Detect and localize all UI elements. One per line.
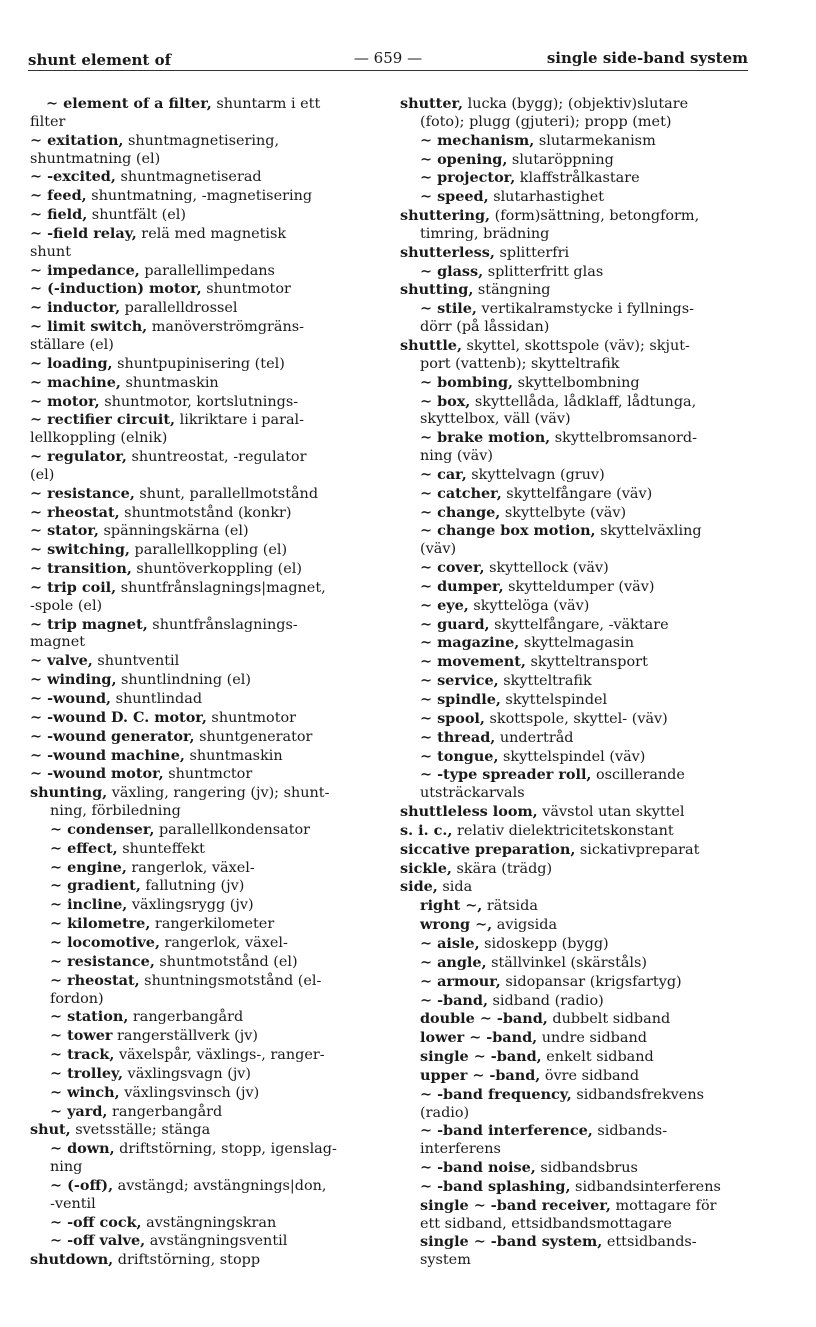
entry-line: siccative preparation, sickativpreparat — [400, 840, 700, 858]
entry-line: ∼ condenser, parallellkondensator — [50, 820, 311, 838]
entry-line: ∼ -wound motor, shuntmctor — [30, 765, 253, 783]
entry-line: ∼ bombing, skyttelbombning — [420, 373, 640, 391]
entry-line: ∼ change, skyttelbyte (väv) — [420, 503, 627, 521]
entry-line: filter — [30, 113, 66, 130]
entry-line: ∼ transition, shuntöverkoppling (el) — [30, 560, 302, 578]
entry-line: ∼ incline, växlingsrygg (jv) — [50, 896, 254, 914]
entry-line: ∼ -wound D. C. motor, shuntmotor — [30, 708, 297, 726]
entry-line: ∼ inductor, parallelldrossel — [30, 299, 238, 317]
entry-line: skyttelbox, väll (väv) — [420, 411, 571, 428]
entry-line: -spole (el) — [30, 597, 103, 614]
entry-line: ∼ stator, spänningskärna (el) — [30, 522, 249, 540]
entry-line: ∼ down, driftstörning, stopp, igenslag- — [50, 1140, 337, 1158]
entry-line: ∼ angle, ställvinkel (skärståls) — [420, 953, 648, 971]
entry-line: ∼ yard, rangerbangård — [50, 1102, 223, 1120]
entry-line: ∼ limit switch, manöverströmgräns- — [30, 318, 305, 336]
entry-line: (radio) — [420, 1104, 470, 1121]
entry-line: shunt — [30, 243, 71, 260]
entry-line: magnet — [30, 634, 86, 651]
entry-line: ∼ mechanism, slutarmekanism — [420, 131, 656, 149]
entry-line: ∼ cover, skyttellock (väv) — [420, 559, 609, 577]
entry-line: ∼ brake motion, skyttelbromsanord- — [420, 429, 697, 447]
entry-line: ∼ gradient, fallutning (jv) — [50, 877, 245, 895]
entry-line: ∼ -band noise, sidbandsbrus — [420, 1159, 638, 1177]
entry-line: -ventil — [50, 1195, 96, 1212]
entry-line: ∼ exitation, shuntmagnetisering, — [30, 131, 280, 149]
entry-line: ∼ kilometre, rangerkilometer — [50, 915, 275, 933]
entry-line: upper ∼ -band, övre sidband — [420, 1066, 640, 1084]
entry-line: sickle, skära (trädg) — [400, 859, 553, 877]
entry-line: ∼ locomotive, rangerlok, växel- — [50, 933, 288, 951]
entry-line: lower ∼ -band, undre sidband — [420, 1029, 647, 1047]
entry-line: ∼ field, shuntfält (el) — [30, 206, 186, 224]
entry-line: ∼ service, skytteltrafik — [420, 672, 592, 690]
entry-line: ∼ -off cock, avstängningskran — [50, 1213, 277, 1231]
entry-line: ∼ thread, undertråd — [420, 728, 574, 746]
entry-line: ∼ box, skyttellåda, lådklaff, lådtunga, — [420, 392, 697, 410]
entry-line: ∼ spool, skottspole, skyttel- (väv) — [420, 709, 668, 727]
entry-line: ∼ (-off), avstängd; avstängnings|don, — [50, 1176, 327, 1194]
entry-line: ∼ resistance, shunt, parallellmotstånd — [30, 484, 319, 502]
entry-line: ∼ projector, klaffstrålkastare — [420, 169, 640, 187]
entry-line: wrong ∼, avigsida — [420, 916, 558, 934]
entry-line: ∼ rheostat, shuntmotstånd (konkr) — [30, 503, 292, 521]
entry-line: ∼ tower rangerställverk (jv) — [50, 1027, 258, 1045]
entry-line: shuttering, (form)sättning, betongform, — [400, 207, 700, 225]
entry-line: ∼ opening, slutaröppning — [420, 150, 614, 168]
entry-line: ∼ -excited, shuntmagnetiserad — [30, 168, 262, 186]
entry-line: ∼ dumper, skytteldumper (väv) — [420, 577, 655, 595]
entry-line: shut, svetsställe; stänga — [30, 1121, 211, 1139]
running-head-left: shunt element of — [28, 51, 172, 69]
entry-line: ∼ valve, shuntventil — [30, 652, 180, 670]
entry-line: ∼ movement, skytteltransport — [420, 653, 648, 671]
entry-line: ∼ effect, shunteffekt — [50, 839, 205, 857]
entry-line: ∼ regulator, shuntreostat, -regulator — [30, 448, 307, 466]
entry-line: ∼ rheostat, shuntningsmotstånd (el- — [50, 971, 322, 989]
entry-line: ∼ aisle, sidoskepp (bygg) — [420, 934, 609, 952]
entry-line: ning (väv) — [420, 448, 493, 465]
entry-line: shuttle, skyttel, skottspole (väv); skjut- — [400, 336, 690, 354]
entry-line: ∼ track, växelspår, växlings-, ranger- — [50, 1046, 325, 1064]
entry-line: ∼ stile, vertikalramstycke i fyllnings- — [420, 300, 695, 318]
entry-line: ∼ -wound, shuntlindad — [30, 690, 203, 707]
entry-line: ∼ catcher, skyttelfångare (väv) — [420, 484, 653, 502]
entry-line: ∼ -band interference, sidbands- — [420, 1122, 668, 1140]
entry-line: interferens — [420, 1141, 501, 1158]
entry-line: single ∼ -band receiver, mottagare för — [420, 1196, 717, 1214]
entry-line: side, sida — [400, 878, 473, 896]
entry-line: ∼ trip coil, shuntfrånslagnings|magnet, — [30, 578, 326, 596]
entry-line: ∼ magazine, skyttelmagasin — [420, 634, 635, 652]
entry-line: ∼ speed, slutarhastighet — [420, 188, 605, 206]
entry-line: shutdown, driftstörning, stopp — [30, 1251, 261, 1269]
entry-line: ∼ tongue, skyttelspindel (väv) — [420, 747, 646, 765]
entry-line: ∼ station, rangerbangård — [50, 1008, 244, 1026]
entry-line: ∼ guard, skyttelfångare, -väktare — [420, 615, 669, 633]
entry-line: ∼ -band frequency, sidbandsfrekvens — [420, 1085, 704, 1103]
running-head-right: single side-band system — [546, 49, 748, 67]
entry-line: ∼ element of a filter, shuntarm i ett — [46, 95, 321, 112]
entry-line: ∼ spindle, skyttelspindel — [420, 691, 608, 708]
entry-line: ställare (el) — [30, 336, 114, 353]
entry-line: ∼ -wound machine, shuntmaskin — [30, 746, 283, 764]
entry-line: ∼ resistance, shuntmotstånd (el) — [50, 952, 298, 970]
entry-line: fordon) — [50, 990, 104, 1007]
entry-line: ett sidband, ettsidbandsmottagare — [420, 1215, 672, 1232]
entry-line: ∼ -band, sidband (radio) — [420, 991, 604, 1009]
entry-line: right ∼, rätsida — [420, 897, 538, 915]
entry-line: port (vattenb); skytteltrafik — [420, 355, 620, 372]
entry-line: lellkoppling (elnik) — [30, 430, 168, 447]
entry-line: ∼ -band splashing, sidbandsinterferens — [420, 1177, 721, 1195]
entry-line: ∼ car, skyttelvagn (gruv) — [420, 465, 605, 483]
entry-line: ning — [50, 1159, 83, 1176]
entry-line: ∼ winch, växlingsvinsch (jv) — [50, 1083, 260, 1101]
entry-line: ∼ -field relay, relä med magnetisk — [30, 224, 287, 242]
entry-line: ∼ -type spreader roll, oscillerande — [420, 766, 685, 784]
entry-line: ∼ switching, parallellkoppling (el) — [30, 541, 288, 559]
entry-line: ∼ change box motion, skyttelväxling — [420, 522, 702, 540]
entry-line: (väv) — [420, 541, 457, 558]
entry-line: timring, brädning — [420, 225, 550, 242]
entry-line: ∼ -off valve, avstängningsventil — [50, 1232, 288, 1250]
entry-line: shuttleless loom, vävstol utan skyttel — [400, 803, 685, 821]
entry-line: ∼ feed, shuntmatning, -magnetisering — [30, 187, 313, 205]
entry-line: ∼ eye, skyttelöga (väv) — [420, 596, 590, 614]
entry-line: double ∼ -band, dubbelt sidband — [420, 1010, 671, 1028]
page-header — [28, 44, 748, 71]
entry-line: ∼ (-induction) motor, shuntmotor — [30, 280, 291, 298]
entry-line: ∼ engine, rangerlok, växel- — [50, 858, 255, 876]
entry-line: single ∼ -band system, ettsidbands- — [420, 1233, 697, 1251]
entry-line: ∼ rectifier circuit, likriktare i paral- — [30, 411, 304, 429]
entry-line: shutter, lucka (bygg); (objektiv)slutare — [400, 95, 689, 112]
entry-line: ∼ machine, shuntmaskin — [30, 373, 219, 391]
entry-line: system — [420, 1252, 471, 1269]
entry-line: ∼ glass, splitterfritt glas — [420, 262, 604, 280]
entry-line: dörr (på låssidan) — [420, 319, 550, 336]
entry-line: (foto); plugg (gjuteri); propp (met) — [420, 113, 672, 130]
page-number: — 659 — — [353, 49, 423, 67]
entry-line: (el) — [30, 466, 55, 483]
right-column — [400, 95, 756, 1270]
entry-line: utsträckarvals — [420, 785, 525, 802]
entry-line: ∼ impedance, parallellimpedans — [30, 261, 275, 279]
entry-line: ∼ trolley, växlingsvagn (jv) — [50, 1064, 252, 1082]
entry-line: ning, förbiledning — [50, 803, 181, 820]
entry-line: ∼ motor, shuntmotor, kortslutnings- — [30, 392, 299, 410]
entry-line: s. i. c., relativ dielektricitetskonstant — [400, 821, 674, 839]
entry-line: shunting, växling, rangering (jv); shunt- — [30, 784, 330, 802]
entry-line: ∼ trip magnet, shuntfrånslagnings- — [30, 615, 298, 633]
entry-line: shuntmatning (el) — [30, 150, 161, 167]
entry-line: ∼ winding, shuntlindning (el) — [30, 671, 251, 689]
entry-line: shutting, stängning — [400, 281, 551, 299]
entry-line: ∼ armour, sidopansar (krigsfartyg) — [420, 972, 682, 990]
entry-line: ∼ -wound generator, shuntgenerator — [30, 727, 313, 745]
left-column — [30, 95, 382, 1270]
entry-line: shutterless, splitterfri — [400, 243, 570, 261]
entry-line: ∼ loading, shuntpupinisering (tel) — [30, 354, 285, 372]
entry-line: single ∼ -band, enkelt sidband — [420, 1048, 654, 1066]
